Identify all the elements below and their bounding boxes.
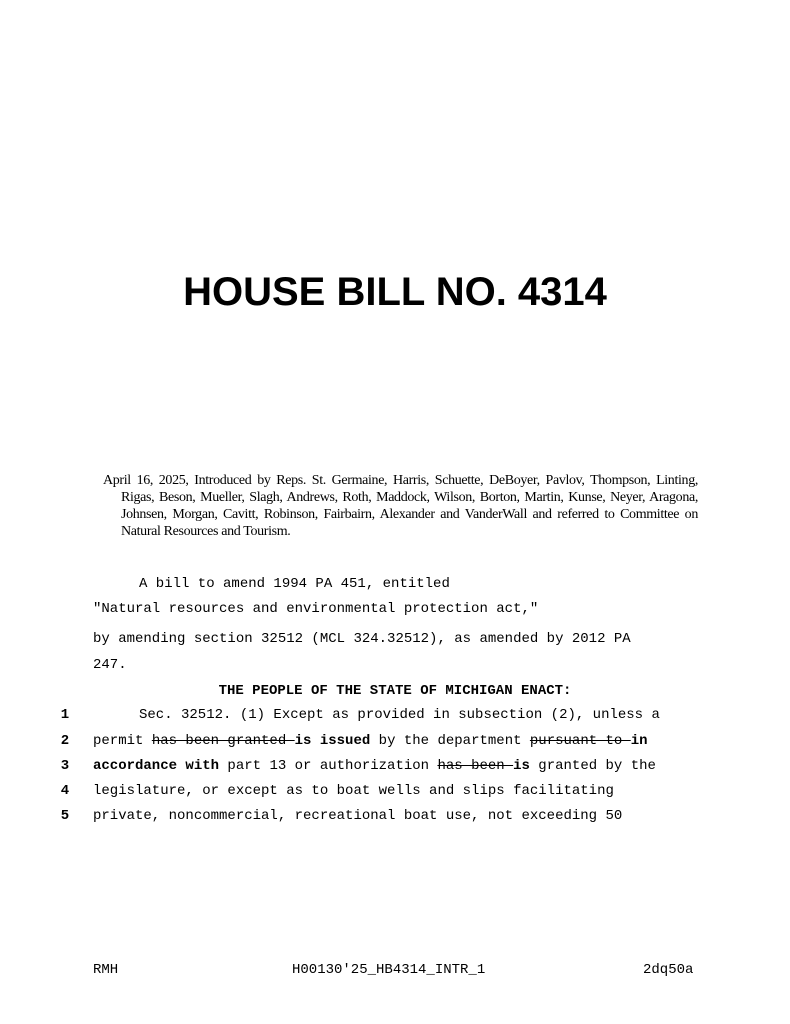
deleted-text: has been xyxy=(437,758,514,774)
inserted-text: accordance with xyxy=(93,758,220,774)
introduction-paragraph: April 16, 2025, Introduced by Reps. St. Germaine, Harris, Schuette, DeBoyer, Pavlov, Thompson, Linting, Rigas, Beson, Mueller, Slagh, Andrews, Roth, Maddock, Wilson, Borton, Martin, Kunse, Neyer, Aragona, Johnsen, Morgan, Cavitt, Robinson, Fairbairn, Alexander and VanderWall and referred to Committee on Natural Resources and Tourism. xyxy=(103,473,698,539)
bill-text-line-1: Sec. 32512. (1) Except as provided in subsection (2), unless a xyxy=(139,707,660,723)
line-number-1: 1 xyxy=(60,707,70,723)
bill-text-line-3 xyxy=(93,758,656,774)
inserted-text: is xyxy=(513,758,530,774)
deleted-text: pursuant to xyxy=(529,733,631,749)
line-number-5: 5 xyxy=(60,808,70,824)
bill-text-line-4: legislature, or except as to boat wells and slips facilitating xyxy=(93,783,614,799)
footer-initials: RMH xyxy=(93,962,119,978)
text-segment: granted by the xyxy=(529,758,656,774)
footer-code: 2dq50a xyxy=(643,962,694,978)
text-segment: by the department xyxy=(370,733,530,749)
line-number-2: 2 xyxy=(60,733,70,749)
bill-text-line-5: private, noncommercial, recreational boat use, not exceeding 50 xyxy=(93,808,623,824)
line-number-3: 3 xyxy=(60,758,70,774)
bill-title-line-4: 247. xyxy=(93,657,127,673)
footer-document-id: H00130'25_HB4314_INTR_1 xyxy=(292,962,486,978)
enacting-clause: THE PEOPLE OF THE STATE OF MICHIGAN ENACT: xyxy=(218,683,572,699)
bill-title-line-3: by amending section 32512 (MCL 324.32512), as amended by 2012 PA xyxy=(93,631,631,647)
text-segment: permit xyxy=(93,733,152,749)
inserted-text: in xyxy=(630,733,648,749)
bill-text-line-2 xyxy=(93,733,648,749)
line-number-4: 4 xyxy=(60,783,70,799)
inserted-text: is issued xyxy=(294,733,371,749)
text-segment: part 13 or authorization xyxy=(219,758,438,774)
deleted-text: has been granted xyxy=(151,733,295,749)
bill-title: HOUSE BILL NO. 4314 xyxy=(183,270,607,314)
bill-title-line-2: "Natural resources and environmental protection act," xyxy=(93,601,539,617)
bill-title-line-1: A bill to amend 1994 PA 451, entitled xyxy=(139,576,450,592)
